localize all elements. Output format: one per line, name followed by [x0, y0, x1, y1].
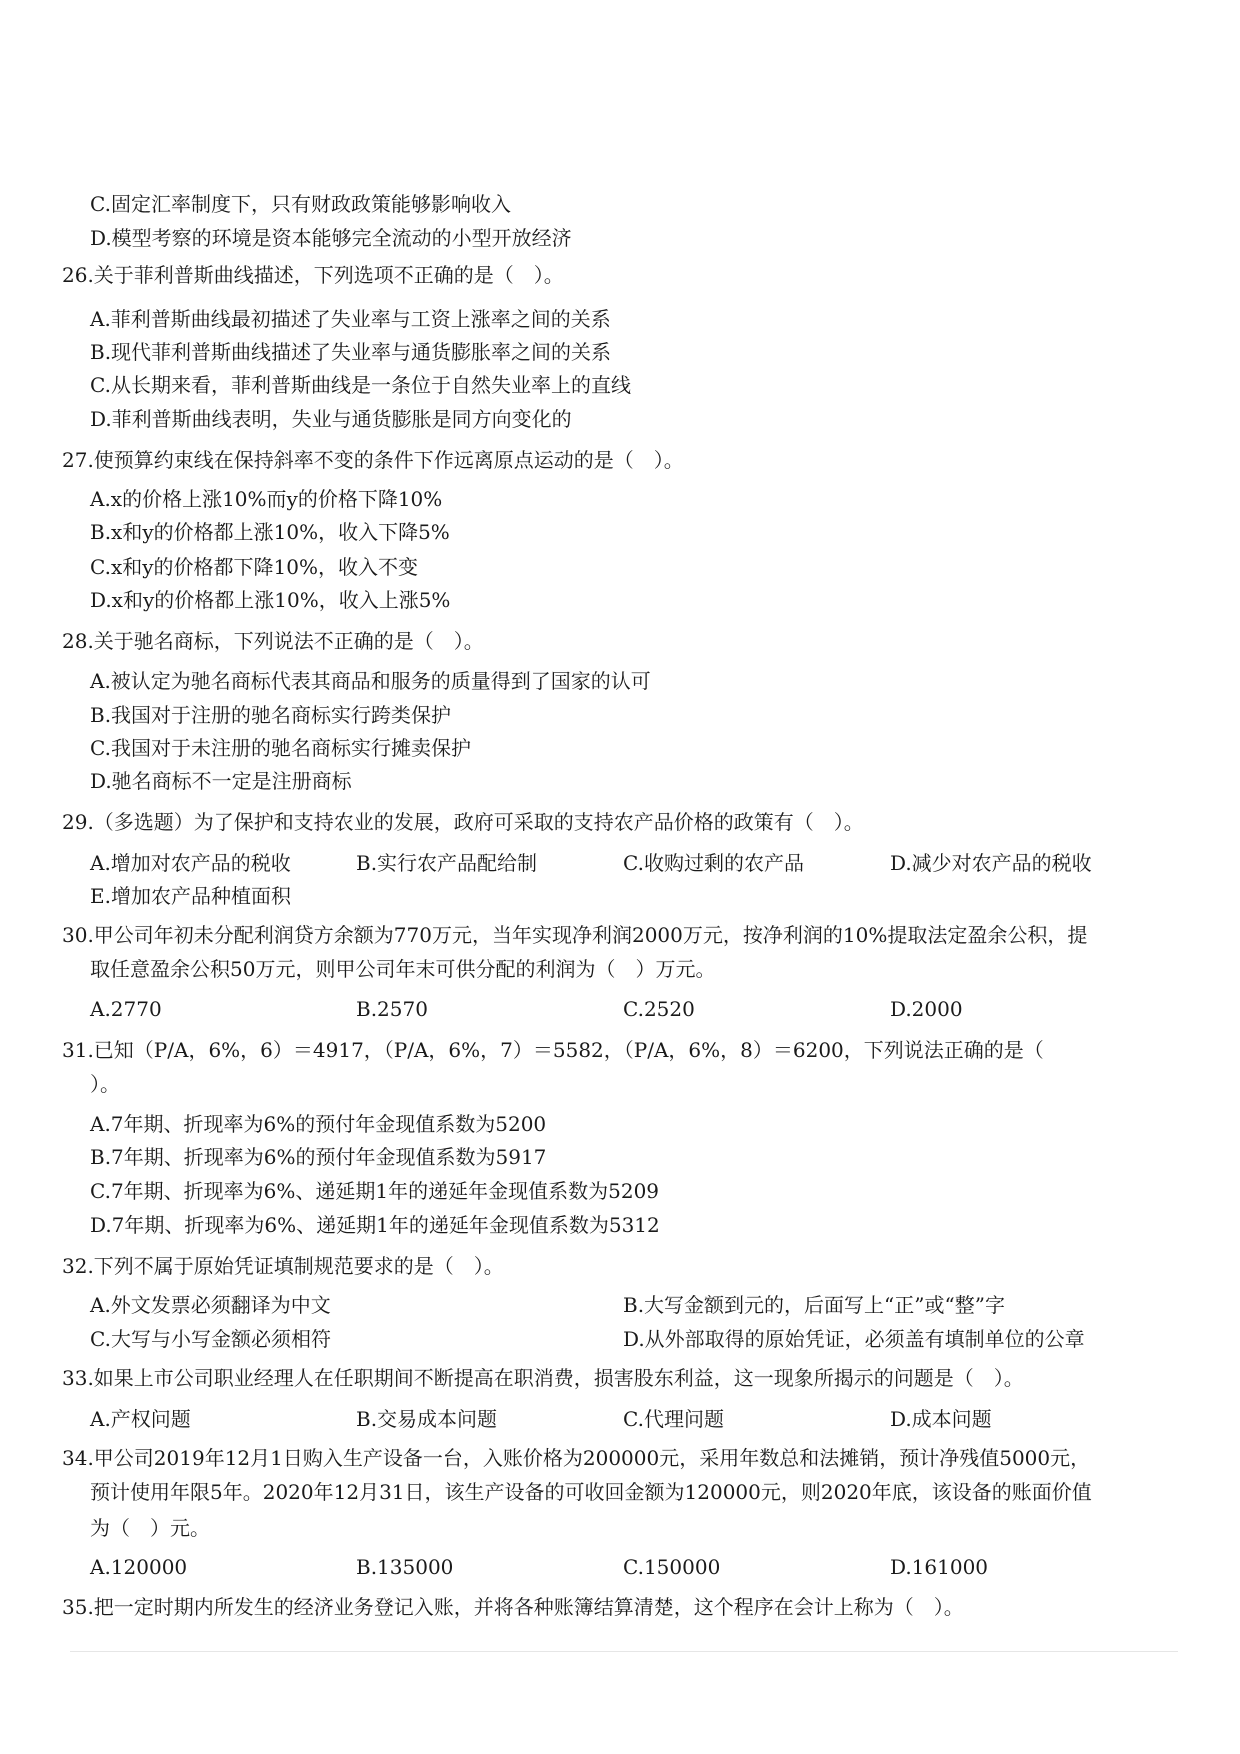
- option-c: C.7年期、折现率为6%、递延期1年的递延年金现值系数为5209: [90, 1179, 660, 1203]
- option-b: B.x和y的价格都上涨10%，收入下降5%: [90, 520, 450, 544]
- question-34-cont: 为（ ）元。: [90, 1516, 210, 1540]
- option-a: A.产权问题: [90, 1407, 191, 1431]
- option-b: B.现代菲利普斯曲线描述了失业率与通货膨胀率之间的关系: [90, 340, 612, 364]
- option-c: C.x和y的价格都下降10%，收入不变: [90, 555, 418, 579]
- option-c: C.150000: [623, 1555, 721, 1579]
- question-26: 26.关于菲利普斯曲线描述，下列选项不正确的是（ ）。: [62, 263, 564, 287]
- option-c: C.2520: [623, 997, 695, 1021]
- question-28: 28.关于驰名商标，下列说法不正确的是（ ）。: [62, 629, 484, 653]
- option-b: B.7年期、折现率为6%的预付年金现值系数为5917: [90, 1145, 547, 1169]
- option-b: B.实行农产品配给制: [356, 851, 538, 875]
- option-c: C.大写与小写金额必须相符: [90, 1327, 331, 1351]
- question-30: 30.甲公司年初未分配利润贷方余额为770万元，当年实现净利润2000万元，按净利润的10%提取法定盈余公积，提: [62, 923, 1088, 947]
- option-d: D.成本问题: [890, 1407, 992, 1431]
- option-c: C.从长期来看，菲利普斯曲线是一条位于自然失业率上的直线: [90, 373, 631, 397]
- question-33: 33.如果上市公司职业经理人在任职期间不断提高在职消费，损害股东利益，这一现象所揭示的问题是（ ）。: [62, 1366, 1024, 1390]
- question-34-cont: 预计使用年限5年。2020年12月31日，该生产设备的可收回金额为120000元，则2020年底，该设备的账面价值: [90, 1480, 1092, 1504]
- option-c: C.我国对于未注册的驰名商标实行摊卖保护: [90, 736, 471, 760]
- option-d: D.从外部取得的原始凭证，必须盖有填制单位的公章: [623, 1327, 1085, 1351]
- option-d: D.模型考察的环境是资本能够完全流动的小型开放经济: [90, 226, 572, 250]
- option-c: C.固定汇率制度下，只有财政政策能够影响收入: [90, 192, 511, 216]
- option-d: D.2000: [890, 997, 963, 1021]
- question-27: 27.使预算约束线在保持斜率不变的条件下作远离原点运动的是（ ）。: [62, 448, 684, 472]
- option-a: A.x的价格上涨10%而y的价格下降10%: [90, 487, 443, 511]
- option-e: E.增加农产品种植面积: [90, 884, 291, 908]
- footer-divider: [70, 1651, 1178, 1652]
- question-32: 32.下列不属于原始凭证填制规范要求的是（ ）。: [62, 1254, 504, 1278]
- option-a: A.2770: [90, 997, 162, 1021]
- option-a: A.被认定为驰名商标代表其商品和服务的质量得到了国家的认可: [90, 669, 651, 693]
- question-29: 29.（多选题）为了保护和支持农业的发展，政府可采取的支持农产品价格的政策有（ ）。: [62, 810, 864, 834]
- option-a: A.菲利普斯曲线最初描述了失业率与工资上涨率之间的关系: [90, 307, 611, 331]
- option-b: B.我国对于注册的驰名商标实行跨类保护: [90, 703, 452, 727]
- option-d: D.161000: [890, 1555, 989, 1579]
- option-b: B.135000: [356, 1555, 454, 1579]
- option-d: D.驰名商标不一定是注册商标: [90, 769, 352, 793]
- question-31: 31.已知（P/A，6%，6）＝4917，（P/A，6%，7）＝5582，（P/A，6%，8）＝6200，下列说法正确的是（: [62, 1038, 1044, 1062]
- option-a: A.增加对农产品的税收: [90, 851, 291, 875]
- option-d: D.菲利普斯曲线表明，失业与通货膨胀是同方向变化的: [90, 407, 572, 431]
- option-b: B.大写金额到元的，后面写上“正”或“整”字: [623, 1293, 1005, 1317]
- question-31-cont: ）。: [90, 1072, 120, 1096]
- option-a: A.外文发票必须翻译为中文: [90, 1293, 331, 1317]
- option-b: B.2570: [356, 997, 428, 1021]
- option-c: C.收购过剩的农产品: [623, 851, 804, 875]
- option-d: D.x和y的价格都上涨10%，收入上涨5%: [90, 588, 451, 612]
- question-35: 35.把一定时期内所发生的经济业务登记入账，并将各种账簿结算清楚，这个程序在会计上称为（ ）。: [62, 1595, 964, 1619]
- option-d: D.减少对农产品的税收: [890, 851, 1092, 875]
- question-30-cont: 取任意盈余公积50万元，则甲公司年末可供分配的利润为（ ）万元。: [90, 957, 716, 981]
- option-d: D.7年期、折现率为6%、递延期1年的递延年金现值系数为5312: [90, 1213, 660, 1237]
- option-c: C.代理问题: [623, 1407, 724, 1431]
- option-a: A.120000: [90, 1555, 188, 1579]
- option-a: A.7年期、折现率为6%的预付年金现值系数为5200: [90, 1112, 547, 1136]
- question-34: 34.甲公司2019年12月1日购入生产设备一台，入账价格为200000元，采用年数总和法摊销，预计净残值5000元，: [62, 1446, 1091, 1470]
- option-b: B.交易成本问题: [356, 1407, 498, 1431]
